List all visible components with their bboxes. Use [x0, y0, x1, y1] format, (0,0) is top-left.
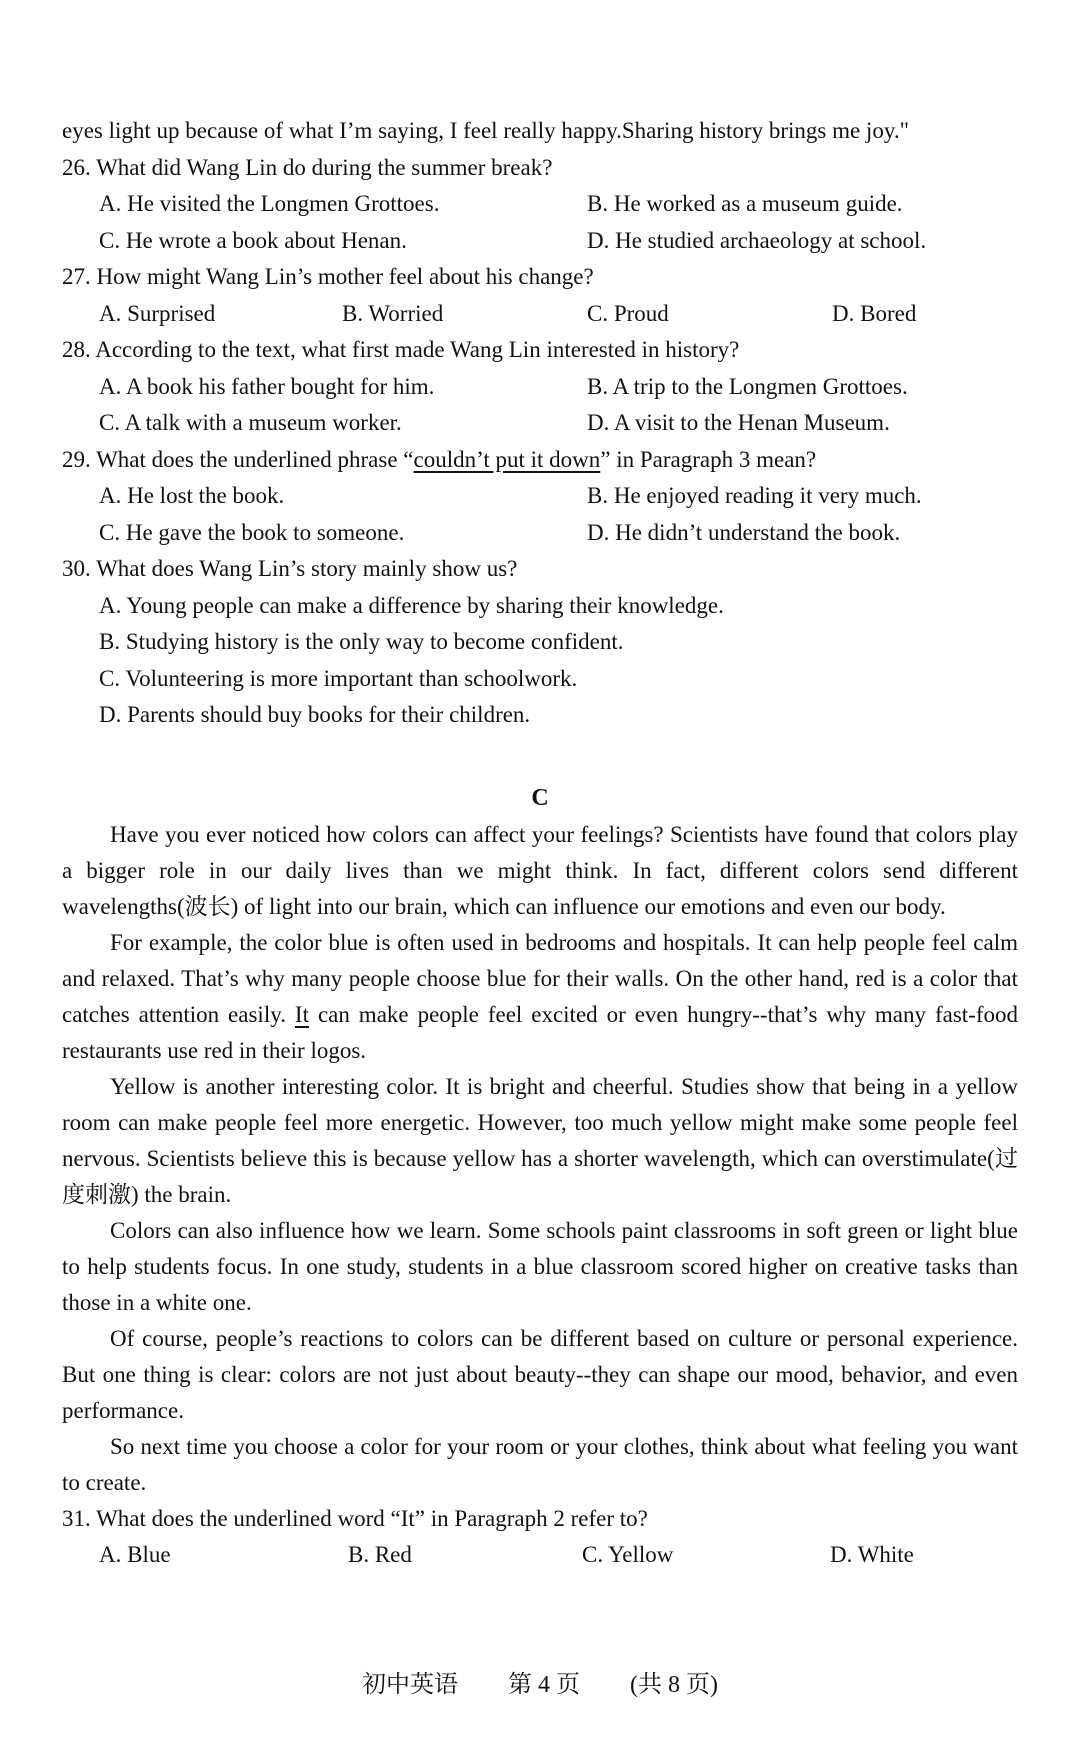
- footer-subject: 初中英语: [362, 1672, 458, 1698]
- question-stem: What does the underlined word “It” in Paragraph 2 refer to?: [96, 1505, 648, 1531]
- option-c[interactable]: C. Proud: [587, 300, 669, 326]
- reading-b-questions: [62, 113, 1018, 734]
- question-26-options-row2: [62, 223, 1018, 260]
- option-b[interactable]: B. Studying history is the only way to become confident.: [99, 629, 624, 654]
- question-number: 28.: [62, 337, 91, 362]
- question-27-options: [62, 296, 1018, 333]
- question-29-options-row2: [62, 515, 1018, 552]
- option-c[interactable]: C. He wrote a book about Henan.: [99, 227, 407, 253]
- footer-total-pages: (共 8 页): [630, 1672, 718, 1698]
- question-number: 29.: [62, 446, 91, 472]
- question-28-options-row2: [62, 405, 1018, 442]
- passage-paragraph-1: Have you ever noticed how colors can affect your feelings? Scientists have found that colors play a bigger role in our daily lives than we might think. In fact, different colors send different wavelengths(波长) of light into our brain, which can influence our emotions and even our body.: [62, 821, 1018, 919]
- option-d[interactable]: D. A visit to the Henan Museum.: [587, 410, 890, 435]
- option-d[interactable]: D. White: [830, 1542, 914, 1567]
- question-number: 31.: [62, 1505, 91, 1531]
- option-c[interactable]: C. A talk with a museum worker.: [99, 410, 402, 435]
- question-31: [62, 1501, 1018, 1538]
- question-stem: According to the text, what first made Wang Lin interested in history?: [95, 337, 740, 362]
- question-stem: How might Wang Lin’s mother feel about his change?: [96, 264, 594, 289]
- question-number: 27.: [62, 264, 91, 289]
- question-29-options-row1: [62, 478, 1018, 515]
- question-30: [62, 551, 1018, 588]
- underlined-word: It: [294, 1001, 309, 1027]
- option-c[interactable]: C. Volunteering is more important than schoolwork.: [99, 665, 578, 691]
- passage-paragraph-2: [62, 925, 1018, 1069]
- passage-paragraph-6: So next time you choose a color for your room or your clothes, think about what feeling you want to create.: [62, 1433, 1018, 1495]
- question-26: [62, 150, 1018, 187]
- option-b[interactable]: B. A trip to the Longmen Grottoes.: [587, 373, 908, 399]
- question-number: 30.: [62, 556, 91, 581]
- footer-page-number: 第 4 页: [508, 1672, 580, 1698]
- reading-c-section: [62, 780, 1018, 1574]
- option-d[interactable]: D. He studied archaeology at school.: [587, 227, 927, 253]
- option-a[interactable]: A. He visited the Longmen Grottoes.: [99, 191, 440, 216]
- section-title: C: [531, 785, 549, 811]
- question-29: [62, 442, 1018, 479]
- option-b[interactable]: B. He worked as a museum guide.: [587, 191, 903, 216]
- option-b[interactable]: B. Red: [348, 1542, 412, 1567]
- option-d[interactable]: D. Bored: [832, 300, 917, 326]
- passage-paragraph-4: Colors can also influence how we learn. Some schools paint classrooms in soft green or light blue to help students focus. In one study, students in a blue classroom scored higher on creative tasks than those in a white one.: [62, 1217, 1018, 1315]
- question-27: [62, 259, 1018, 296]
- option-a[interactable]: A. Surprised: [99, 300, 216, 326]
- question-stem: What does Wang Lin’s story mainly show us?: [96, 556, 518, 581]
- passage-paragraph-3: Yellow is another interesting color. It is bright and cheerful. Studies show that being in a yellow room can make people feel more energetic. However, too much yellow might make some people feel nervous. Scientists believe this is because yellow has a shorter wavelength, which can overstimulate(过度刺激) the brain.: [62, 1073, 1018, 1207]
- option-d[interactable]: D. He didn’t understand the book.: [587, 519, 901, 545]
- option-c[interactable]: C. He gave the book to someone.: [99, 519, 405, 545]
- page-footer: [0, 1667, 1080, 1703]
- question-stem: What did Wang Lin do during the summer break?: [96, 154, 553, 180]
- option-b[interactable]: B. He enjoyed reading it very much.: [587, 483, 922, 508]
- question-stem-after: ” in Paragraph 3 mean?: [600, 446, 817, 472]
- option-d[interactable]: D. Parents should buy books for their children.: [99, 702, 531, 727]
- paragraph-text: can make people feel excited or even hungry--that’s why many fast-food restaurants use red in their logos.: [62, 1001, 1018, 1063]
- question-26-options-row1: [62, 186, 1018, 223]
- option-a[interactable]: A. Young people can make a difference by sharing their knowledge.: [99, 592, 724, 618]
- question-28: [62, 332, 1018, 369]
- option-a[interactable]: A. He lost the book.: [99, 483, 285, 508]
- paragraph-text: For example, the color blue is often used in bedrooms and hospitals. It can help people feel calm and relaxed. That’s why many people choose blue for their walls. On the other hand, red is a color that catches attention easily.: [62, 929, 1018, 1027]
- option-a[interactable]: A. A book his father bought for him.: [99, 373, 435, 399]
- question-number: 26.: [62, 154, 91, 180]
- option-a[interactable]: A. Blue: [99, 1542, 171, 1567]
- question-stem-before: What does the underlined phrase “: [96, 446, 414, 472]
- question-28-options-row1: [62, 369, 1018, 406]
- passage-paragraph-5: Of course, people’s reactions to colors can be different based on culture or personal experience. But one thing is clear: colors are not just about beauty--they can shape our mood, behavior, and even performance.: [62, 1325, 1018, 1423]
- option-b[interactable]: B. Worried: [342, 300, 444, 326]
- passage-continuation: eyes light up because of what I’m saying, I feel really happy.Sharing history brings me joy.": [62, 118, 909, 143]
- underlined-phrase: couldn’t put it down: [413, 446, 601, 472]
- question-31-options: [62, 1537, 1018, 1574]
- option-c[interactable]: C. Yellow: [582, 1542, 674, 1567]
